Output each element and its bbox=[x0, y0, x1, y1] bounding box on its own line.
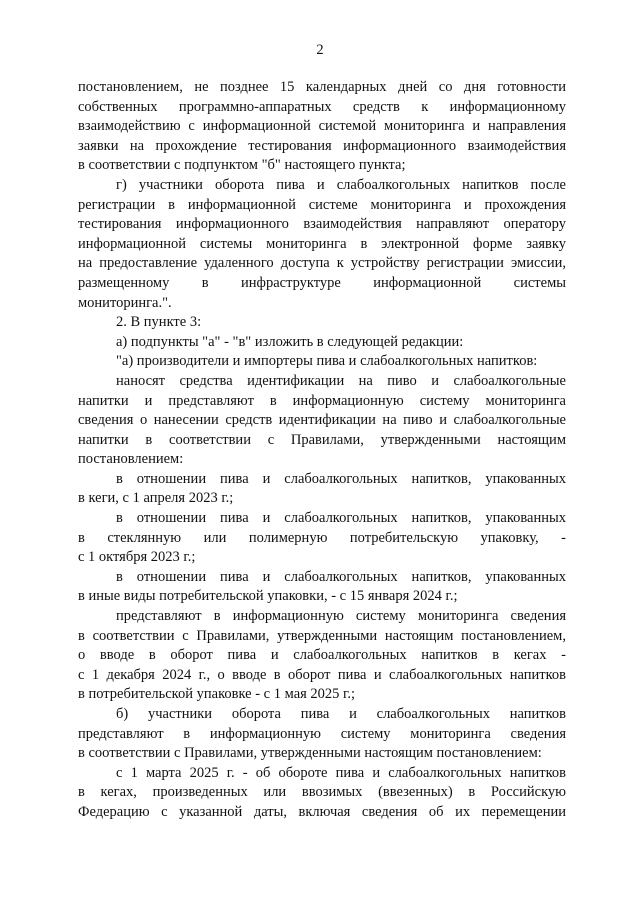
text-line: в соответствии с Правилами, утвержденными настоящим постановлением: bbox=[78, 745, 542, 762]
text-line: "а) производители и импортеры пива и слабоалкогольных напитков: bbox=[116, 353, 538, 370]
text-line: заявки на прохождение тестирования информационного взаимодействия bbox=[78, 137, 566, 154]
document-body bbox=[78, 78, 566, 823]
text-line: постановлением: bbox=[78, 451, 184, 468]
text-line: а) подпункты "а" - "в" изложить в следующей редакции: bbox=[116, 333, 464, 350]
text-line: мониторинга.". bbox=[78, 294, 172, 311]
text-line: в соответствии с Правилами, утвержденными настоящим постановлением, bbox=[78, 627, 566, 644]
text-line: о вводе в оборот пива и слабоалкогольных напитков в кегах - bbox=[78, 647, 566, 664]
text-line: в отношении пива и слабоалкогольных напитков, упакованных bbox=[116, 568, 566, 585]
text-line: на предоставление удаленного доступа к устройству регистрации эмиссии, bbox=[78, 255, 566, 272]
text-line: представляют в информационную систему мониторинга сведения bbox=[116, 608, 566, 625]
text-line: представляют в информационную систему мониторинга сведения bbox=[78, 725, 566, 742]
text-line: в отношении пива и слабоалкогольных напитков, упакованных bbox=[116, 510, 566, 527]
text-line: с 1 марта 2025 г. - об обороте пива и слабоалкогольных напитков bbox=[116, 764, 566, 781]
text-line: в отношении пива и слабоалкогольных напитков, упакованных bbox=[116, 470, 566, 487]
text-line: собственных программно-аппаратных средств к информационному bbox=[78, 98, 566, 115]
text-line: в соответствии с подпунктом "б" настоящего пункта; bbox=[78, 157, 406, 174]
text-line: напитки и представляют в информационную систему мониторинга bbox=[78, 392, 566, 409]
text-line: регистрации в информационной системе мониторинга и прохождения bbox=[78, 196, 566, 213]
text-line: в иные виды потребительской упаковки, - с 15 января 2024 г.; bbox=[78, 588, 458, 605]
text-line: сведения о нанесении средств идентификации на пиво и слабоалкогольные bbox=[78, 412, 566, 429]
text-line: 2. В пункте 3: bbox=[116, 314, 202, 331]
text-line: в потребительской упаковке - с 1 мая 2025 г.; bbox=[78, 686, 356, 703]
text-line: размещенному в инфраструктуре информационной системы bbox=[78, 274, 566, 291]
text-line: с 1 декабря 2024 г., о вводе в оборот пива и слабоалкогольных напитков bbox=[78, 666, 566, 683]
text-line: в стеклянную или полимерную потребительскую упаковку, - bbox=[78, 529, 566, 546]
text-line: г) участники оборота пива и слабоалкогольных напитков после bbox=[116, 176, 566, 193]
text-line: Федерацию с указанной даты, включая сведения об их перемещении bbox=[78, 803, 566, 820]
text-line: с 1 октября 2023 г.; bbox=[78, 549, 196, 566]
text-line: б) участники оборота пива и слабоалкогольных напитков bbox=[116, 706, 566, 722]
text-line: напитки в соответствии с Правилами, утвержденными настоящим bbox=[78, 431, 566, 448]
text-line: постановлением, не позднее 15 календарных дней со дня готовности bbox=[78, 79, 566, 95]
text-line: информационной системы мониторинга в электронной форме заявку bbox=[78, 235, 566, 252]
text-line: тестирования информационного взаимодействия направляют оператору bbox=[78, 216, 566, 233]
text-line: в кеги, с 1 апреля 2023 г.; bbox=[78, 490, 234, 507]
text-line: наносят средства идентификации на пиво и слабоалкогольные bbox=[116, 372, 566, 389]
text-line: в кегах, произведенных или ввозимых (ввезенных) в Российскую bbox=[78, 784, 566, 801]
text-line: взаимодействию с информационной системой мониторинга и направления bbox=[78, 118, 566, 135]
page-number: 2 bbox=[316, 42, 324, 58]
